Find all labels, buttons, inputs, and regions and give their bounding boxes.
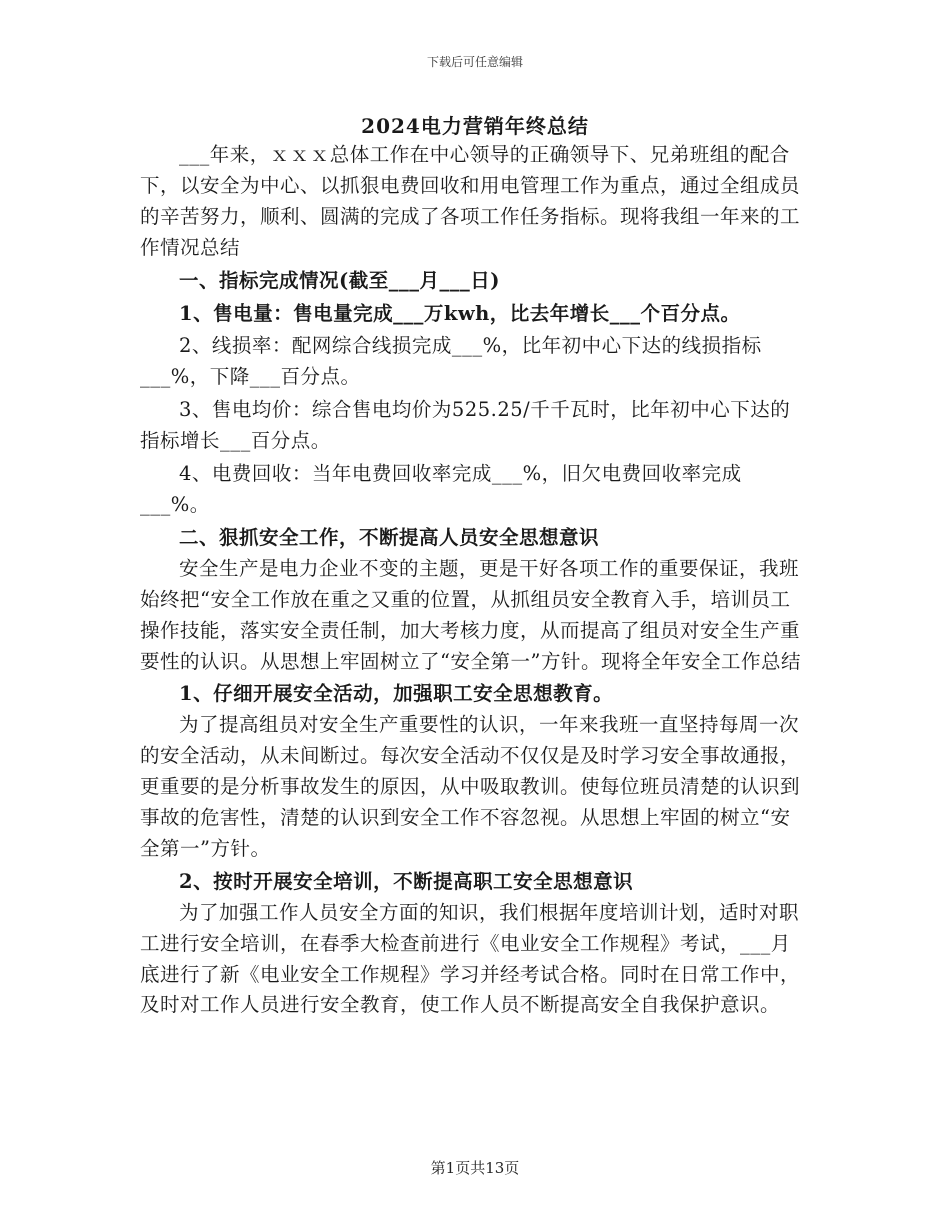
- item-sales-volume: 1、售电量：售电量完成___万kwh，比去年增长___个百分点。: [179, 301, 741, 325]
- header-note: 下载后可任意编辑: [426, 55, 523, 69]
- item-fee-recovery: 4、电费回收：当年电费回收率完成___%，旧欠电费回收率完成___%。: [140, 462, 742, 516]
- safety-activities-paragraph: 为了提高组员对安全生产重要性的认识，一年来我班一直坚持每周一次的安全活动，从未间断过。每次安全活动不仅仅是及时学习安全事故通报，更重要的是分析事故发生的原因，从中吸取教训。使每位班员清楚的认识到事故的危害性，清楚的认识到安全工作不容忽视。从思想上牢固的树立“安全第一”方针。: [140, 713, 801, 860]
- document-title: 2024电力营销年终总结: [361, 114, 589, 138]
- safety-paragraph: 安全生产是电力企业不变的主题，更是干好各项工作的重要保证，我班始终把“安全工作放在重之又重的位置，从抓组员安全教育入手，培训员工操作技能，落实安全责任制，加大考核力度，从而提高了组员对安全生产重要性的认识。从思想上牢固树立了“安全第一”方针。现将全年安全工作总结: [140, 556, 801, 673]
- intro-paragraph: ___年来，ｘｘｘ总体工作在中心领导的正确领导下、兄弟班组的配合下，以安全为中心、以抓狠电费回收和用电管理工作为重点，通过全组成员的辛苦努力，顺利、圆满的完成了各项工作任务指标。现将我组一年来的工作情况总结: [140, 143, 801, 259]
- subheading-safety-training: 2、按时开展安全培训，不断提高职工安全思想意识: [179, 869, 634, 893]
- document-body: [140, 140, 810, 1021]
- section-heading-1: 一、指标完成情况(截至___月___日): [179, 268, 500, 292]
- safety-training-paragraph: 为了加强工作人员安全方面的知识，我们根据年度培训计划，适时对职工进行安全培训，在春季大检查前进行《电业安全工作规程》考试，___月底进行了新《电业安全工作规程》学习并经考试合格。同时在日常工作中，及时对工作人员进行安全教育，使工作人员不断提高安全自我保护意识。: [140, 900, 801, 1017]
- item-average-price: 3、售电均价：综合售电均价为525.25/千千瓦时，比年初中心下达的指标增长___百分点。: [140, 398, 791, 453]
- subheading-safety-activities: 1、仔细开展安全活动，加强职工安全思想教育。: [179, 682, 614, 706]
- page-number-footer: 第1页共13页: [430, 1159, 520, 1177]
- item-line-loss: 2、线损率：配网综合线损完成___%，比年初中心下达的线损指标___%，下降___百分点。: [140, 334, 762, 389]
- section-heading-2: 二、狠抓安全工作，不断提高人员安全思想意识: [179, 525, 600, 549]
